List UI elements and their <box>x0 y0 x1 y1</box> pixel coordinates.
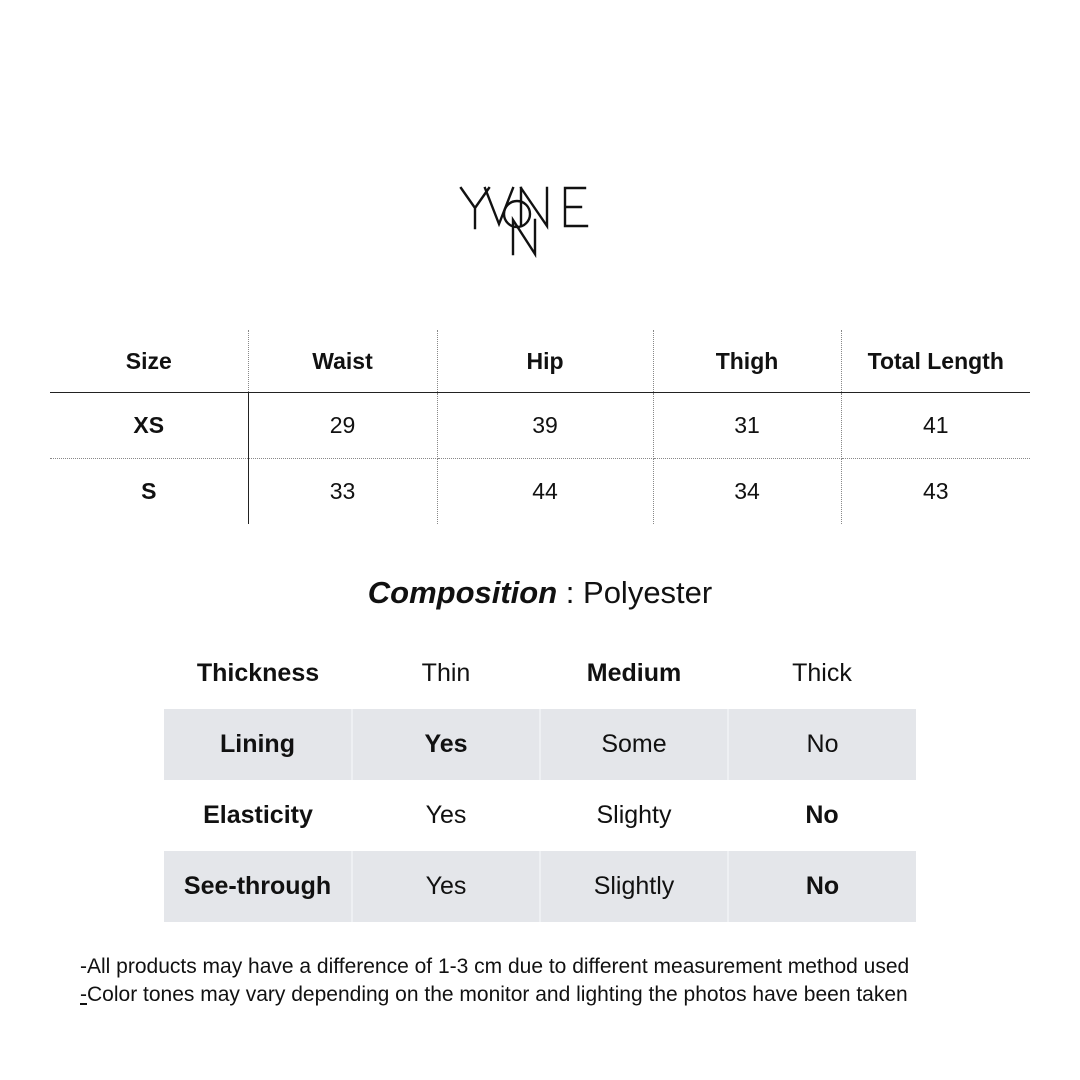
fabric-row-see-through <box>164 851 916 922</box>
size-label: XS <box>50 393 248 459</box>
option-cell: Thick <box>792 659 852 687</box>
option-cell: Slightly <box>540 851 728 922</box>
thigh-value: 31 <box>653 393 841 459</box>
row-label: See-through <box>164 851 352 922</box>
fabric-row-lining <box>164 709 916 780</box>
size-label: S <box>50 459 248 525</box>
total-length-value: 41 <box>841 393 1030 459</box>
note-line-2 <box>80 981 909 1009</box>
composition-separator: : <box>557 575 584 610</box>
table-row <box>50 393 1030 459</box>
table-row <box>50 459 1030 525</box>
option-cell: Yes <box>425 801 467 829</box>
header-waist: Waist <box>248 330 437 393</box>
composition-label: Composition <box>367 575 558 610</box>
row-label: Lining <box>164 709 352 780</box>
header-hip: Hip <box>437 330 653 393</box>
fabric-attributes-table <box>164 638 916 922</box>
option-cell: Some <box>540 709 728 780</box>
note-line-1: -All products may have a difference of 1-3 cm due to different measurement method used <box>80 955 910 978</box>
header-thigh: Thigh <box>653 330 841 393</box>
option-cell: Slighty <box>596 801 672 829</box>
option-cell: Thin <box>421 659 471 687</box>
size-chart-header-row <box>50 330 1030 393</box>
thigh-value: 34 <box>653 459 841 525</box>
waist-value: 29 <box>248 393 437 459</box>
row-label: Thickness <box>196 659 320 687</box>
option-cell: No <box>728 851 916 922</box>
option-cell: No <box>728 709 916 780</box>
composition-line <box>0 573 1080 613</box>
option-cell: No <box>805 801 839 829</box>
note-line-2-text: Color tones may vary depending on the monitor and lighting the photos have been taken <box>87 983 908 1006</box>
disclaimer-notes <box>80 953 909 1009</box>
composition-value: Polyester <box>583 575 713 610</box>
header-total-length: Total Length <box>841 330 1030 393</box>
hip-value: 39 <box>437 393 653 459</box>
note-dash: - <box>80 983 87 1006</box>
yvonne-logo-icon <box>455 180 595 260</box>
fabric-row-thickness <box>164 638 916 709</box>
size-chart-table <box>50 330 1030 524</box>
total-length-value: 43 <box>922 478 949 504</box>
brand-logo <box>455 180 595 260</box>
hip-value: 44 <box>437 459 653 525</box>
option-cell: Yes <box>352 709 540 780</box>
header-size: Size <box>50 330 248 393</box>
option-cell: Yes <box>352 851 540 922</box>
option-cell: Medium <box>586 659 682 687</box>
waist-value: 33 <box>248 459 437 525</box>
fabric-row-elasticity <box>164 780 916 851</box>
row-label: Elasticity <box>203 801 313 829</box>
